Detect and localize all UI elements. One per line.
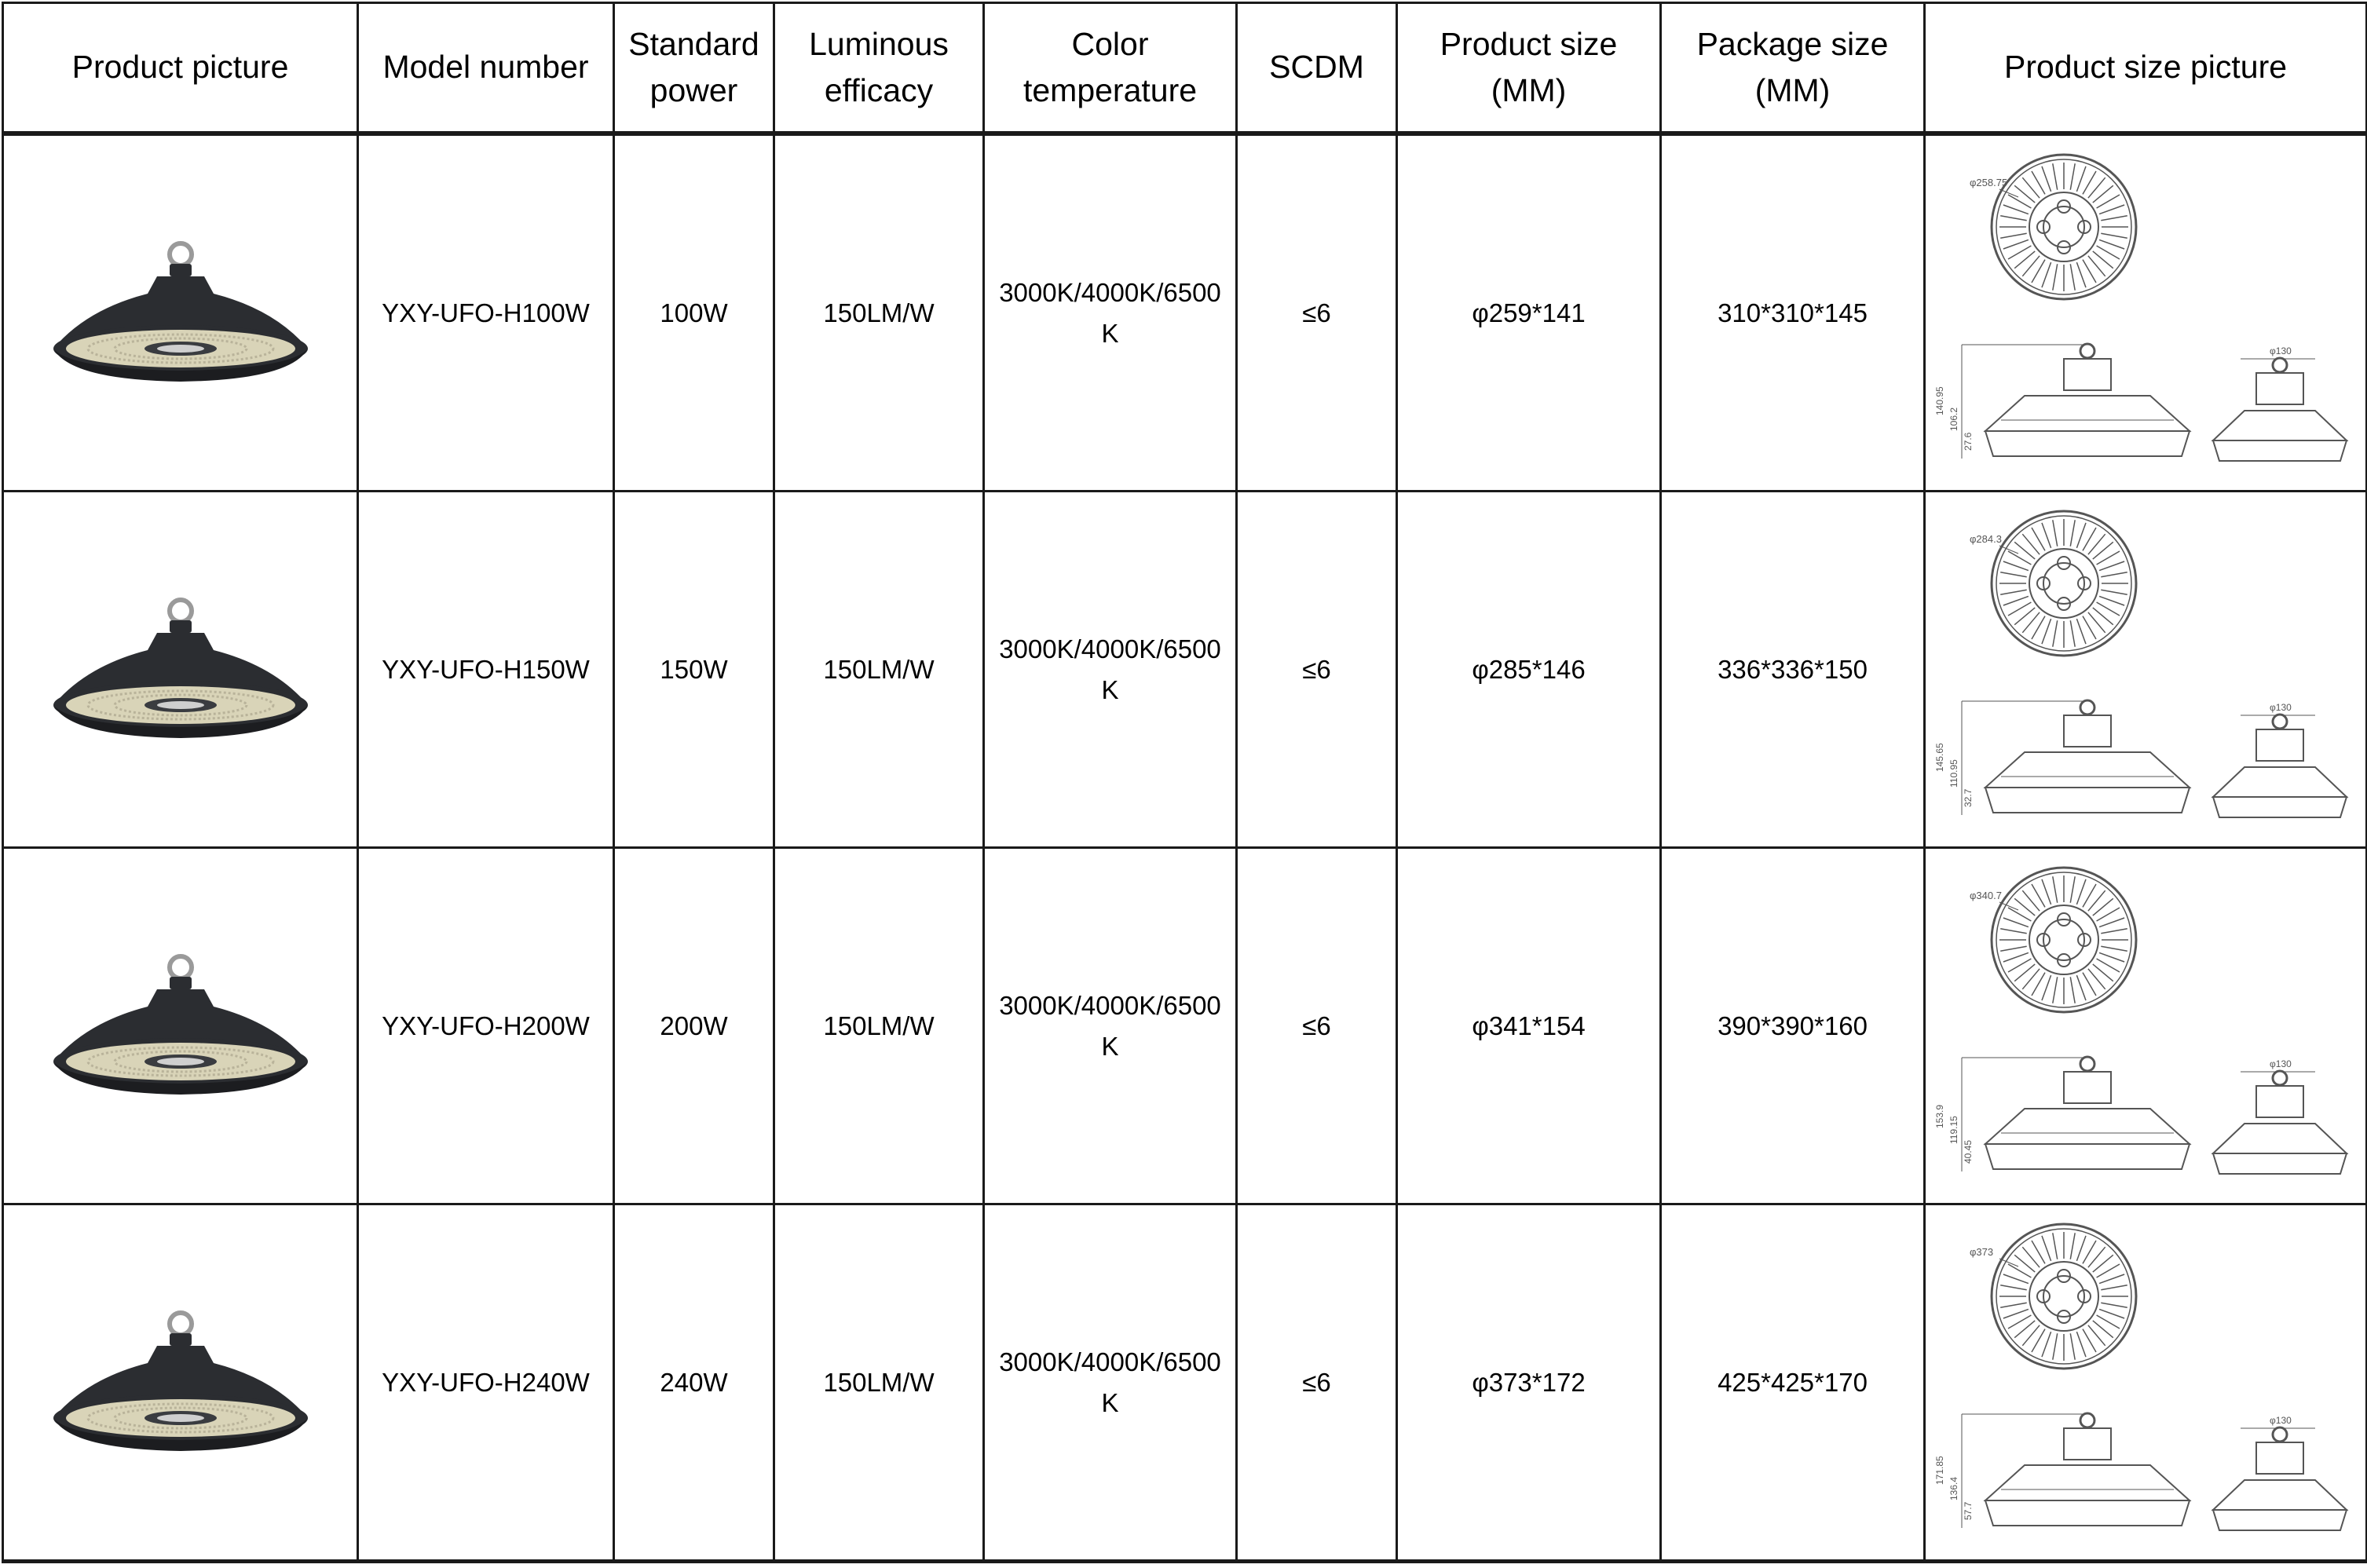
cell-power: 200W (614, 848, 774, 1204)
header-size_picture: Product size picture (1925, 3, 2367, 134)
svg-text:57.7: 57.7 (1963, 1501, 1974, 1520)
cell-power: 150W (614, 492, 774, 848)
cell-scdm: ≤6 (1237, 1204, 1397, 1562)
cell-product-size: φ285*146 (1397, 492, 1661, 848)
product-spec-table (2, 2, 2367, 1563)
cell-model: YXY-UFO-H150W (358, 492, 614, 848)
dimension-drawing-image (1930, 505, 2361, 835)
header-picture: Product picture (3, 3, 358, 134)
header-scdm: SCDM (1237, 3, 1397, 134)
svg-text:136.4: 136.4 (1948, 1476, 1959, 1500)
cell-model: YXY-UFO-H100W (358, 133, 614, 492)
cell-efficacy: 150LM/W (774, 133, 984, 492)
svg-text:φ340.7: φ340.7 (1970, 889, 2002, 901)
svg-text:40.45: 40.45 (1963, 1139, 1974, 1164)
svg-text:φ130: φ130 (2270, 345, 2292, 356)
svg-text:27.6: 27.6 (1963, 432, 1974, 451)
svg-text:106.2: 106.2 (1948, 407, 1959, 431)
header-row (3, 3, 2367, 134)
cell-model: YXY-UFO-H200W (358, 848, 614, 1204)
cell-power: 100W (614, 133, 774, 492)
cell-cct: 3000K/4000K/6500K (984, 133, 1237, 492)
cell-cct: 3000K/4000K/6500K (984, 848, 1237, 1204)
cell-model: YXY-UFO-H240W (358, 1204, 614, 1562)
product-size-picture-cell (1925, 848, 2367, 1204)
header-product_size: Product size (MM) (1397, 3, 1661, 134)
svg-text:φ130: φ130 (2270, 701, 2292, 713)
cell-power: 240W (614, 1204, 774, 1562)
svg-text:110.95: 110.95 (1948, 758, 1959, 788)
table-row (3, 133, 2367, 492)
cell-product-size: φ373*172 (1397, 1204, 1661, 1562)
header-power: Standard power (614, 3, 774, 134)
header-package_size: Package size (MM) (1661, 3, 1925, 134)
cell-cct: 3000K/4000K/6500K (984, 1204, 1237, 1562)
cell-efficacy: 150LM/W (774, 848, 984, 1204)
ufo-high-bay-lamp-image (9, 136, 352, 490)
dimension-drawing-image (1930, 148, 2361, 478)
dimension-drawing-image (1930, 1218, 2361, 1548)
product-size-picture-cell (1925, 133, 2367, 492)
cell-efficacy: 150LM/W (774, 1204, 984, 1562)
product-picture-cell (3, 1204, 358, 1562)
cell-product-size: φ341*154 (1397, 848, 1661, 1204)
svg-text:φ130: φ130 (2270, 1414, 2292, 1426)
header-model: Model number (358, 3, 614, 134)
svg-text:φ130: φ130 (2270, 1058, 2292, 1069)
svg-text:φ373: φ373 (1970, 1245, 1994, 1258)
ufo-high-bay-lamp-image (9, 1205, 352, 1559)
product-picture-cell (3, 133, 358, 492)
table-row (3, 848, 2367, 1204)
cell-scdm: ≤6 (1237, 848, 1397, 1204)
ufo-high-bay-lamp-image (9, 492, 352, 846)
product-picture-cell (3, 848, 358, 1204)
cell-scdm: ≤6 (1237, 492, 1397, 848)
cell-product-size: φ259*141 (1397, 133, 1661, 492)
table-body (3, 133, 2367, 1562)
table-row (3, 492, 2367, 848)
table-row (3, 1204, 2367, 1562)
svg-text:119.15: 119.15 (1948, 1115, 1959, 1144)
cell-package-size: 310*310*145 (1661, 133, 1925, 492)
header-efficacy: Luminous efficacy (774, 3, 984, 134)
product-size-picture-cell (1925, 492, 2367, 848)
cell-package-size: 336*336*150 (1661, 492, 1925, 848)
svg-text:145.65: 145.65 (1934, 742, 1945, 772)
cell-package-size: 425*425*170 (1661, 1204, 1925, 1562)
svg-text:140.95: 140.95 (1934, 386, 1945, 415)
cell-cct: 3000K/4000K/6500K (984, 492, 1237, 848)
svg-text:171.85: 171.85 (1934, 1455, 1945, 1485)
cell-package-size: 390*390*160 (1661, 848, 1925, 1204)
cell-efficacy: 150LM/W (774, 492, 984, 848)
svg-text:φ258.75: φ258.75 (1970, 176, 2008, 188)
ufo-high-bay-lamp-image (9, 849, 352, 1203)
product-picture-cell (3, 492, 358, 848)
product-size-picture-cell (1925, 1204, 2367, 1562)
svg-text:φ284.3: φ284.3 (1970, 532, 2002, 545)
svg-text:153.9: 153.9 (1934, 1104, 1945, 1128)
svg-text:32.7: 32.7 (1963, 788, 1974, 807)
dimension-drawing-image (1930, 861, 2361, 1191)
cell-scdm: ≤6 (1237, 133, 1397, 492)
header-cct: Color temperature (984, 3, 1237, 134)
